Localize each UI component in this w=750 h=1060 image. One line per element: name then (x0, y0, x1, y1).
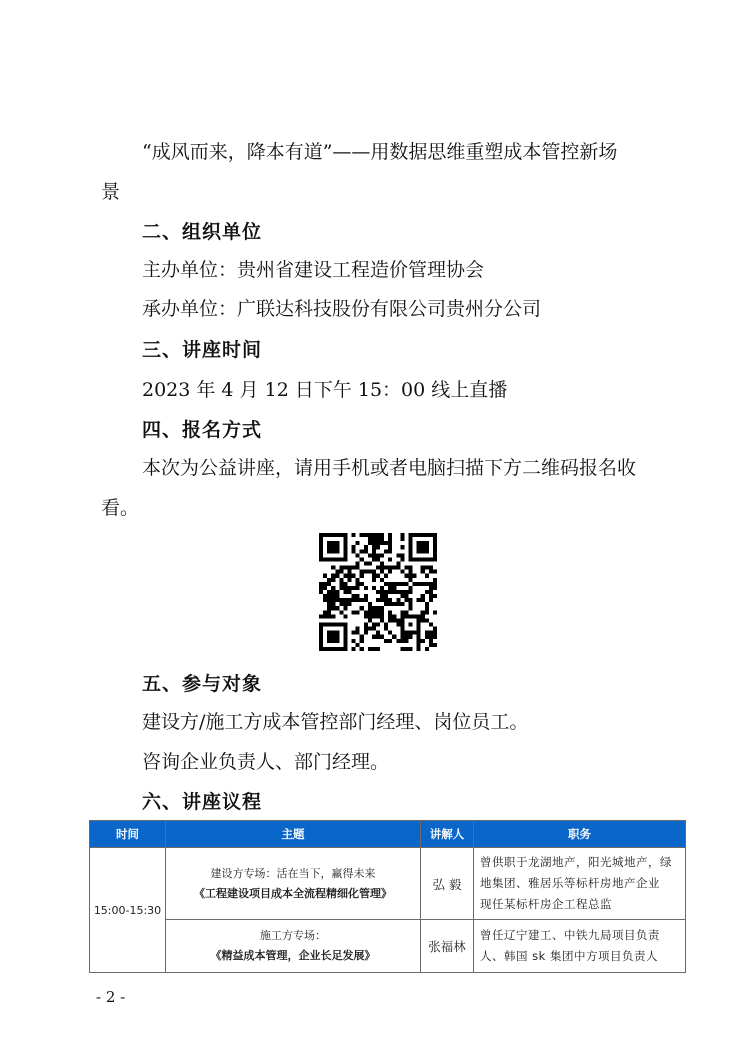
section-heading-audience: 五、参与对象 (142, 673, 263, 695)
header-topic: 主题 (166, 821, 421, 848)
table-row (90, 920, 686, 973)
header-position: 职务 (474, 821, 686, 848)
registration-line-1: 本次为公益讲座，请用手机或者电脑扫描下方二维码报名收 (142, 457, 637, 479)
section-heading-registration: 四、报名方式 (142, 419, 263, 441)
audience-line-2: 咨询企业负责人、部门经理。 (142, 751, 390, 773)
agenda-position (474, 920, 686, 973)
organizer-unit: 承办单位：广联达科技股份有限公司贵州分公司 (142, 298, 542, 320)
section-heading-organizers: 二、组织单位 (142, 221, 263, 243)
host-unit: 主办单位：贵州省建设工程造价管理协会 (142, 259, 485, 281)
header-time: 时间 (90, 821, 166, 848)
qr-code-icon[interactable] (319, 533, 437, 651)
topic-session: 施工方专场： (260, 929, 326, 942)
section-heading-time: 三、讲座时间 (142, 339, 263, 361)
section-heading-agenda: 六、讲座议程 (142, 791, 263, 813)
agenda-speaker: 张福林 (421, 920, 474, 973)
agenda-header-row (90, 821, 686, 848)
table-row (90, 848, 686, 920)
agenda-topic (166, 848, 421, 920)
topic-title: 《工程建设项目成本全流程精细化管理》 (194, 886, 392, 900)
position-line: 地集团、雅居乐等标杆房地产企业 (480, 876, 660, 890)
agenda-position (474, 848, 686, 920)
agenda-speaker: 弘 毅 (421, 848, 474, 920)
audience-line-1: 建设方/施工方成本管控部门经理、岗位员工。 (142, 711, 529, 733)
page-number: - 2 - (96, 988, 126, 1006)
lecture-time: 2023 年 4 月 12 日下午 15：00 线上直播 (142, 379, 508, 401)
position-line: 曾供职于龙湖地产，阳光城地产，绿 (480, 855, 672, 869)
registration-line-2: 看。 (101, 497, 140, 519)
agenda-table (89, 820, 686, 973)
intro-line-1: “成风而来，降本有道”——用数据思维重塑成本管控新场 (142, 141, 618, 163)
position-line: 曾任辽宁建工、中铁九局项目负责 (480, 928, 660, 942)
topic-session: 建设方专场：活在当下，赢得未来 (210, 866, 376, 880)
agenda-topic (166, 920, 421, 973)
agenda-time: 15:00-15:30 (90, 848, 166, 973)
topic-title: 《精益成本管理，企业长足发展》 (210, 949, 376, 962)
header-speaker: 讲解人 (421, 821, 474, 848)
position-line: 人、韩国 sk 集团中方项目负责人 (480, 949, 658, 963)
position-line: 现任某标杆房企工程总监 (480, 897, 612, 911)
intro-line-2: 景 (101, 181, 121, 203)
